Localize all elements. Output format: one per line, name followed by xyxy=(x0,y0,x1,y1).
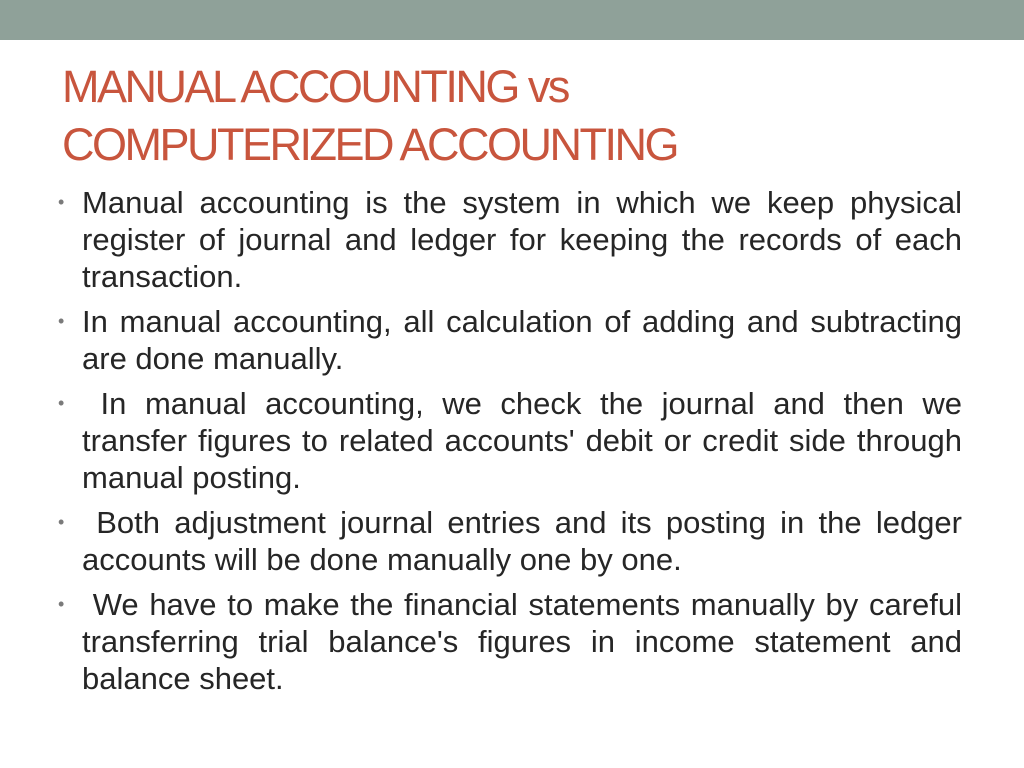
slide-title-line-2: COMPUTERIZED ACCOUNTING xyxy=(62,119,678,170)
bullet-dot-icon: • xyxy=(58,512,65,532)
bullet-item xyxy=(58,303,962,377)
bullet-text: Manual accounting is the system in which we keep physical register of journal and ledger for keeping the records of each transaction. xyxy=(82,185,962,294)
bullet-dot-icon: • xyxy=(58,192,65,212)
bullet-item xyxy=(58,586,971,697)
bullet-item xyxy=(58,504,971,578)
bullet-dot-icon: • xyxy=(58,311,65,331)
bullet-dot-icon: • xyxy=(58,594,65,614)
header-bar xyxy=(0,0,1024,40)
slide-title xyxy=(62,58,962,174)
slide-title-line-1: MANUAL ACCOUNTING vs xyxy=(62,61,568,112)
bullet-item xyxy=(58,385,971,496)
bullet-text: Both adjustment journal entries and its posting in the ledger accounts will be done manually one by one. xyxy=(82,505,971,577)
bullet-list xyxy=(58,184,971,705)
bullet-text: We have to make the financial statements manually by careful transferring trial balance's figures in income statement and balance sheet. xyxy=(82,587,971,696)
bullet-text: In manual accounting, we check the journal and then we transfer figures to related accounts' debit or credit side through manual posting. xyxy=(82,386,971,495)
bullet-text: In manual accounting, all calculation of adding and subtracting are done manually. xyxy=(82,304,962,376)
bullet-item xyxy=(58,184,962,295)
bullet-dot-icon: • xyxy=(58,393,65,413)
